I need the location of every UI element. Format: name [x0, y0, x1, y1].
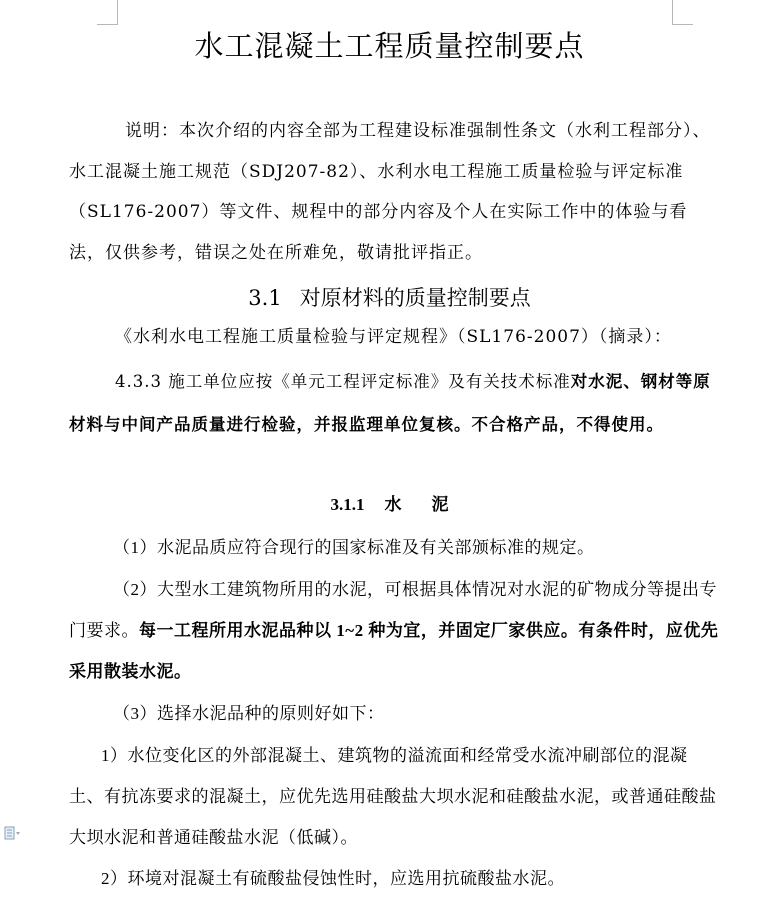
document-icon[interactable] — [4, 826, 22, 842]
subsection-number: 3.1.1 — [330, 495, 365, 514]
section-title: 对原材料的质量控制要点 — [299, 286, 531, 310]
sub-item-1-paragraph: 1）水位变化区的外部混凝土、建筑物的溢流面和经常受水流冲刷部位的混凝土、有抗冻要求的混凝土，应优先选用硅酸盐大坝水泥和硅酸盐水泥，或普通硅酸盐大坝水泥和普通硅酸盐水泥（低碱）。 — [69, 746, 717, 847]
section-number: 3.1 — [248, 286, 282, 310]
section-heading-3-1 — [0, 283, 779, 313]
citation-paragraph: 《水利水电工程施工质量检验与评定规程》（SL176-2007）（摘录）： — [115, 327, 672, 347]
item-2-bold-text: 每一工程所用水泥品种以 1~2 种为宜，并固定厂家供应。有条件时，应优先采用散装水泥。 — [69, 621, 719, 681]
section-heading-3-1-1 — [0, 491, 779, 519]
clause-4-3-3 — [69, 360, 719, 446]
crop-mark-top-left-icon — [97, 0, 118, 25]
page-title: 水工混凝土工程质量控制要点 — [194, 29, 585, 63]
crop-mark-top-right-icon — [672, 0, 693, 25]
clause-text: 4.3.3 施工单位应按《单元工程评定标准》及有关技术标准 — [115, 372, 571, 391]
item-2-paragraph — [69, 569, 719, 692]
subsection-title-part-2: 泥 — [431, 495, 449, 514]
item-2-text: （2）大型水工建筑物所用的水泥，可根据具体情况对水泥的矿物成分等提出专门要求。 — [69, 580, 717, 640]
subsection-title-part-1: 水 — [384, 495, 402, 514]
clause-bold-text: 对水泥、钢材等原材料与中间产品质量进行检验，并报监理单位复核。不合格产品，不得使用。 — [69, 372, 711, 434]
sub-item-2-paragraph: 2）环境对混凝土有硫酸盐侵蚀性时，应选用抗硫酸盐水泥。 — [101, 869, 565, 888]
item-1-paragraph: （1）水泥品质应符合现行的国家标准及有关部颁标准的规定。 — [113, 538, 595, 557]
item-3-paragraph: （3）选择水泥品种的原则好如下： — [113, 704, 385, 723]
intro-paragraph: 说明：本次介绍的内容全部为工程建设标准强制性条文（水利工程部分）、水工混凝土施工规范（SDJ207-82）、水利水电工程施工质量检验与评定标准（SL176-2007）等文件、规程中的部分内容及个人在实际工作中的体验与看法，仅供参考，错误之处在所难免，敬请批评指正。 — [69, 121, 711, 263]
